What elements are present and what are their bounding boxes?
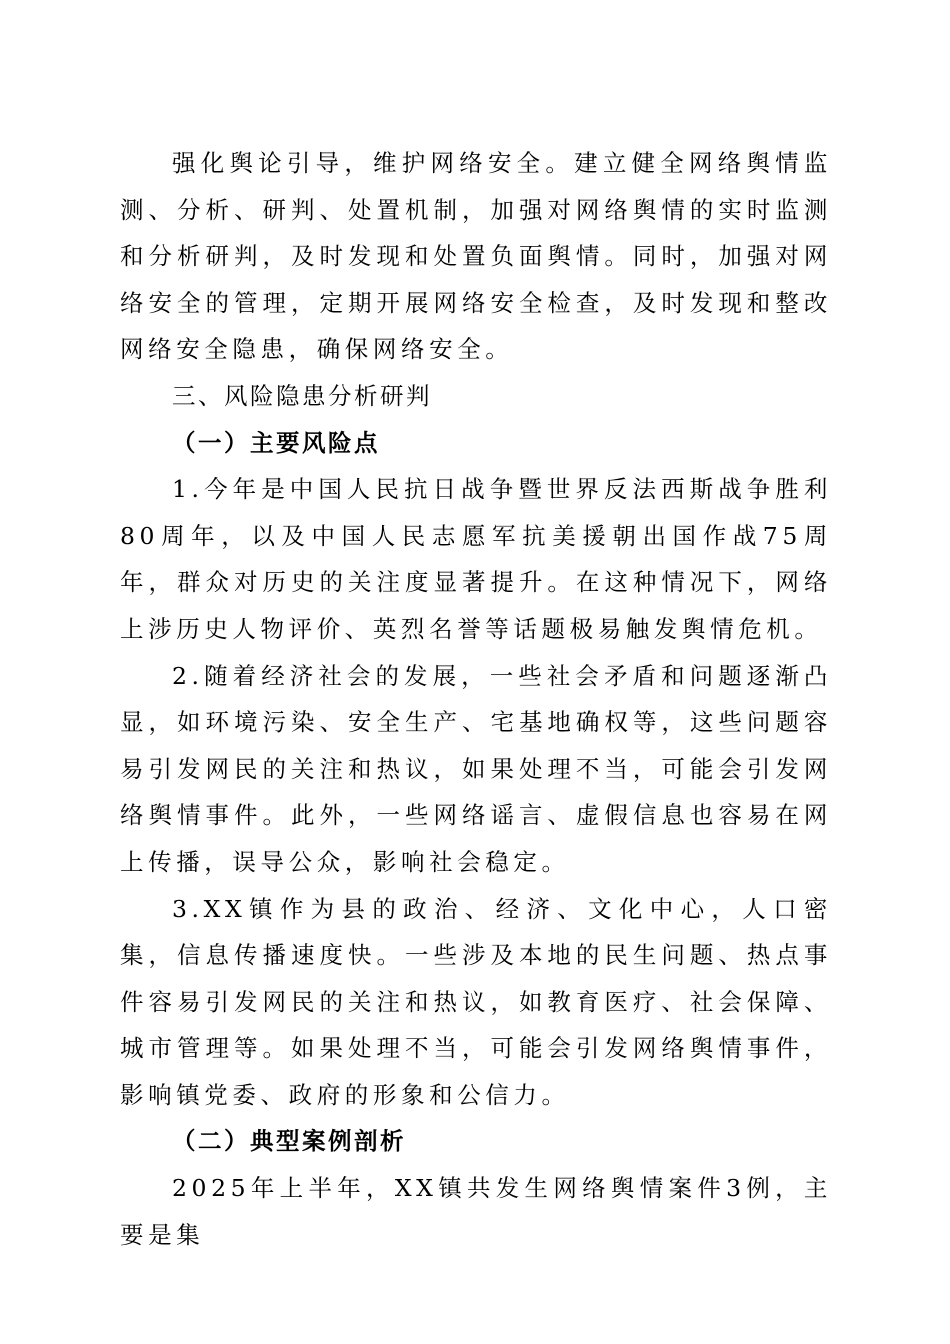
risk-point-1: 1.今年是中国人民抗日战争暨世界反法西斯战争胜利80周年，以及中国人民志愿军抗美援朝出国作战75周年，群众对历史的关注度显著提升。在这种情况下，网络上涉历史人物评价、英烈名誉等话题极易触发舆情危机。 bbox=[120, 475, 832, 643]
subheading-main-risk-points: （一）主要风险点 bbox=[172, 428, 380, 457]
subheading-typical-cases: （二）典型案例剖析 bbox=[172, 1127, 406, 1156]
network-security-paragraph: 强化舆论引导，维护网络安全。建立健全网络舆情监测、分析、研判、处置机制，加强对网络舆情的实时监测和分析研判，及时发现和处置负面舆情。同时，加强对网络安全的管理，定期开展网络安全检查，及时发现和整改网络安全隐患，确保网络安全。 bbox=[120, 149, 832, 364]
section-heading-risk-analysis: 三、风险隐患分析研判 bbox=[172, 381, 432, 410]
document-body bbox=[120, 140, 832, 1258]
case-intro-paragraph: 2025年上半年，XX镇共发生网络舆情案件3例，主要是集 bbox=[120, 1174, 832, 1249]
risk-point-2: 2.随着经济社会的发展，一些社会矛盾和问题逐渐凸显，如环境污染、安全生产、宅基地确权等，这些问题容易引发网民的关注和热议，如果处理不当，可能会引发网络舆情事件。此外，一些网络谣言、虚假信息也容易在网上传播，误导公众，影响社会稳定。 bbox=[120, 661, 832, 876]
risk-point-3: 3.XX镇作为县的政治、经济、文化中心，人口密集，信息传播速度快。一些涉及本地的民生问题、热点事件容易引发网民的关注和热议，如教育医疗、社会保障、城市管理等。如果处理不当，可能会引发网络舆情事件，影响镇党委、政府的形象和公信力。 bbox=[120, 894, 832, 1109]
